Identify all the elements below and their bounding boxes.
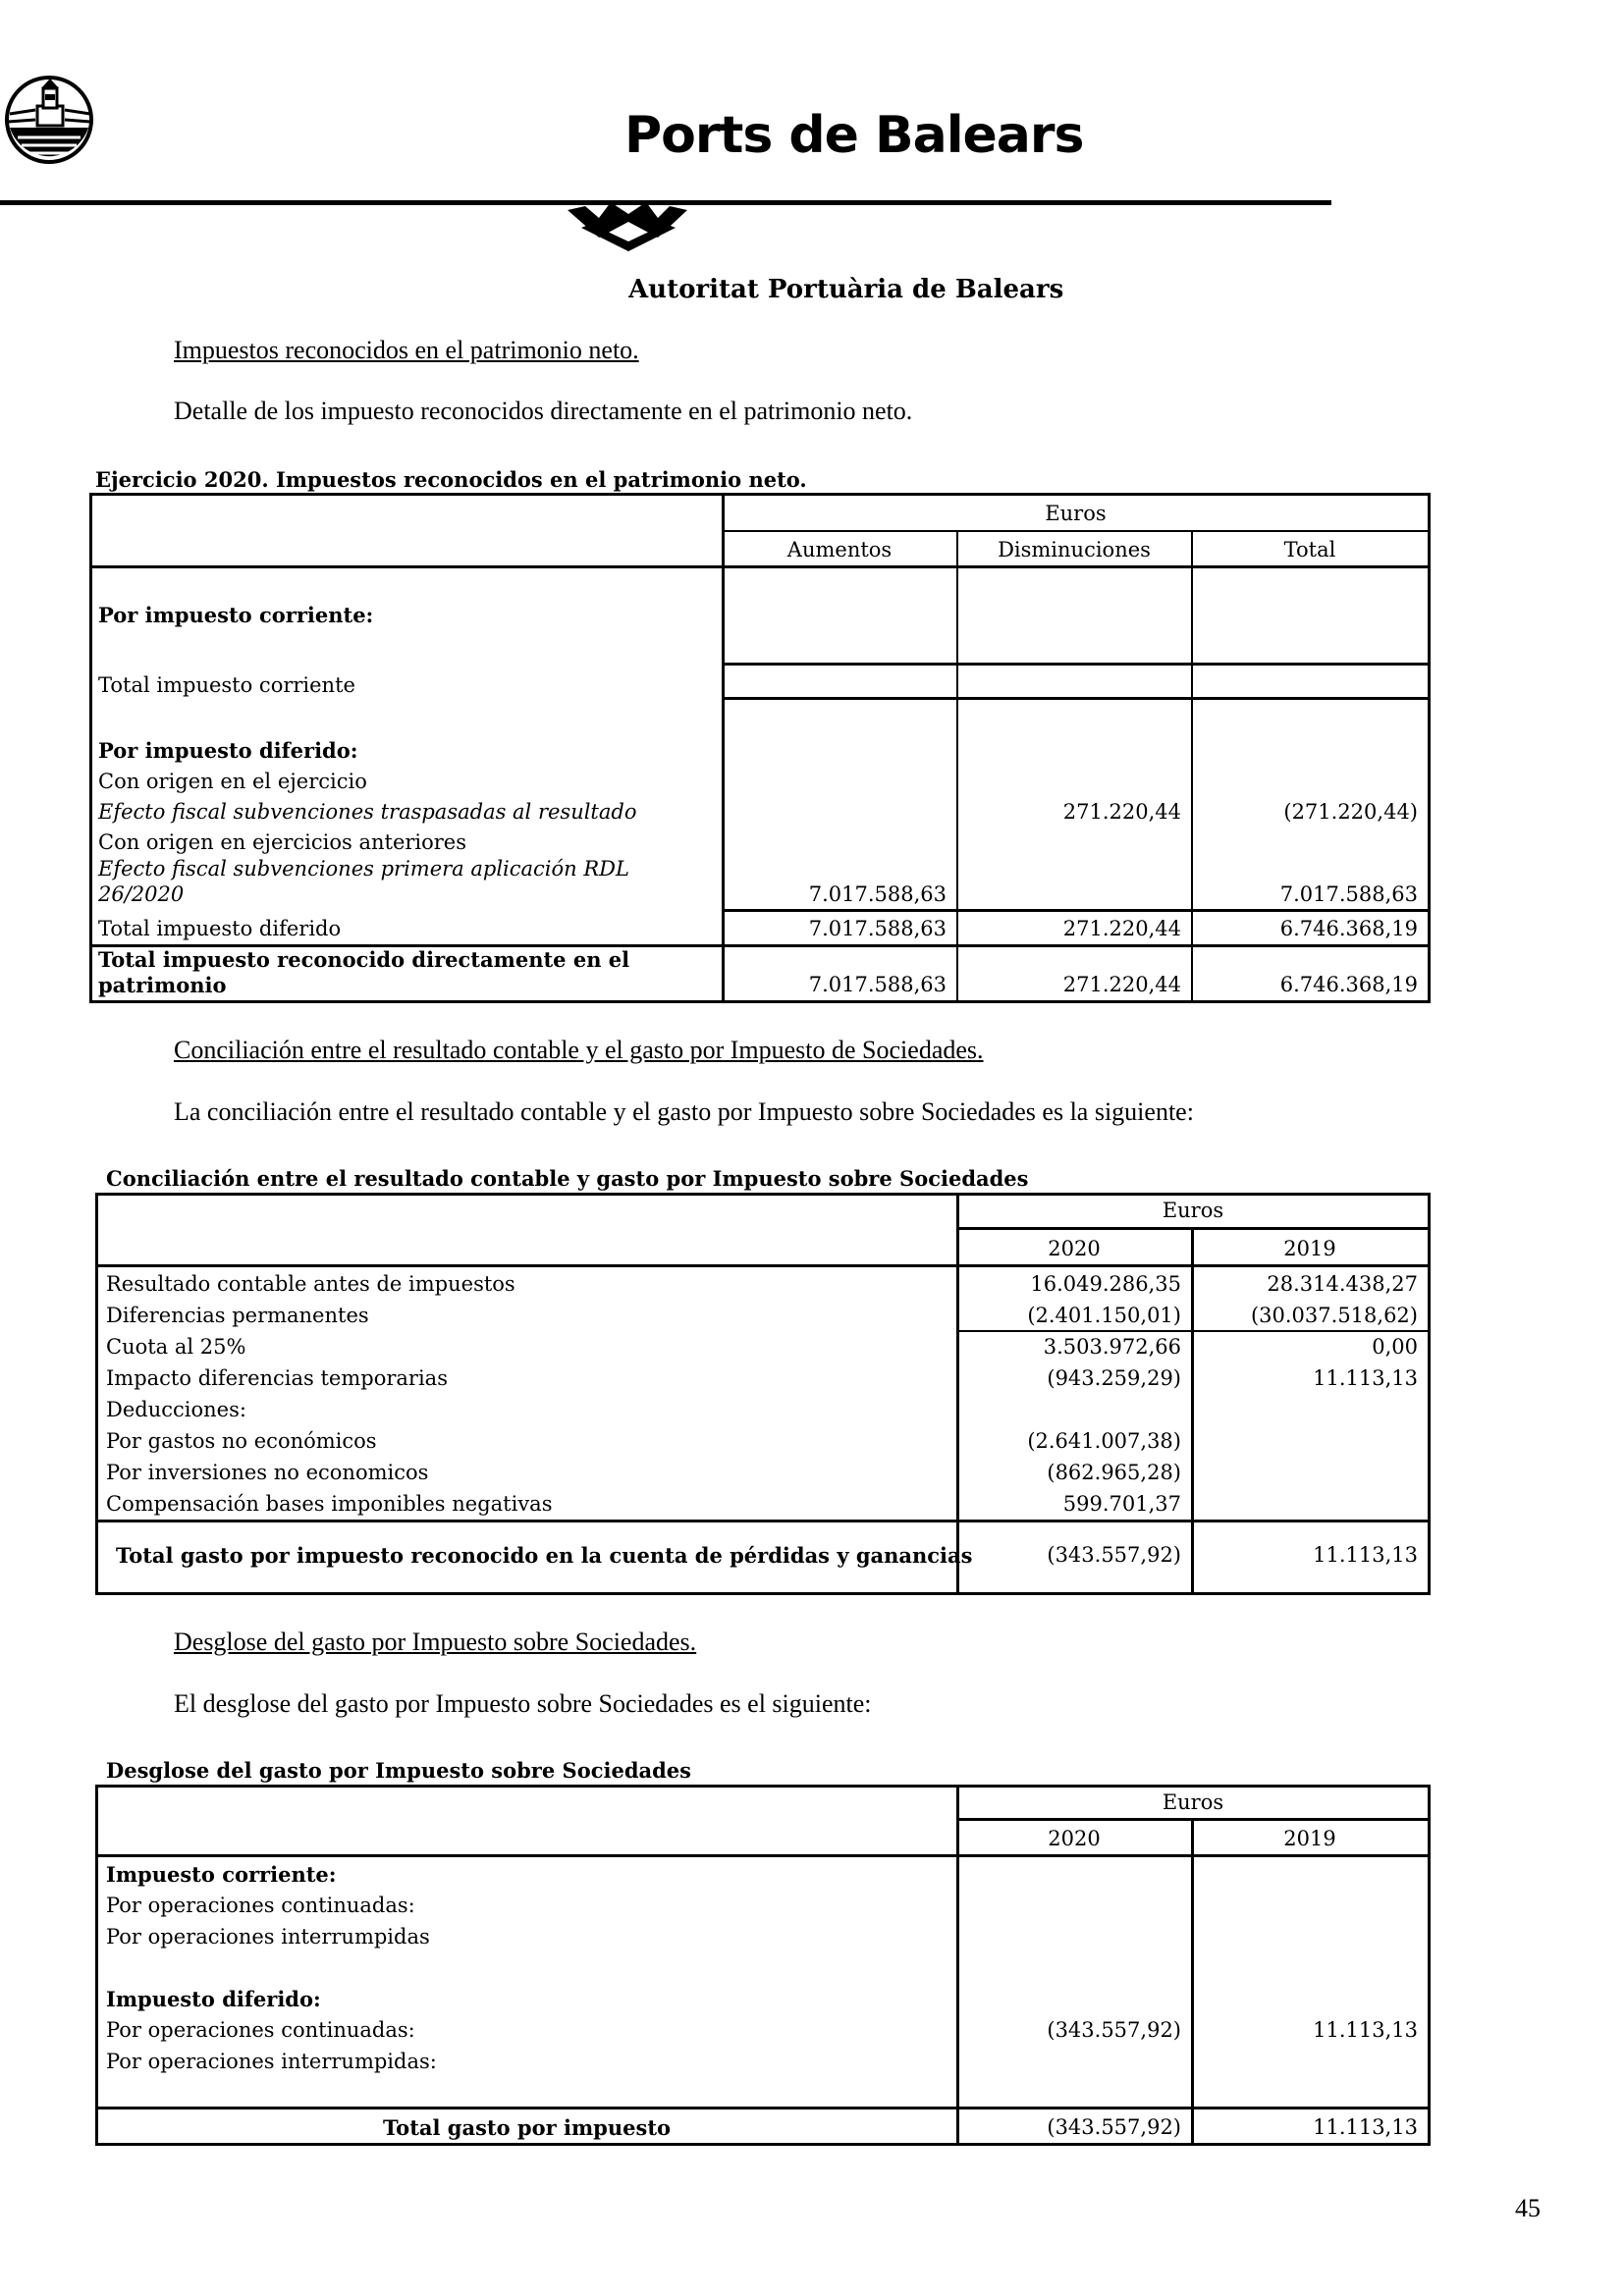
table1-row-label: Total impuesto corriente: [98, 673, 355, 697]
table2-row-label: Diferencias permanentes: [106, 1304, 369, 1327]
section1-heading: Impuestos reconocidos en el patrimonio neto.: [174, 336, 639, 364]
table1-row-label: patrimonio: [98, 973, 227, 997]
table2-cell: 11.113,13: [1313, 1366, 1418, 1390]
table1-row-divider: [723, 697, 1429, 700]
table1-cell: 6.746.368,19: [1279, 917, 1418, 940]
table2-cell: 28.314.438,27: [1267, 1272, 1418, 1296]
table2-row-label: Por inversiones no economicos: [106, 1461, 429, 1484]
table2-caption: Conciliación entre el resultado contable y gasto por Impuesto sobre Sociedades: [106, 1166, 1029, 1191]
table1-cell: 7.017.588,63: [808, 882, 947, 906]
table3-col-2019: 2019: [1283, 1827, 1336, 1850]
table1-row-label: Con origen en el ejercicio: [98, 770, 367, 793]
table1-row-label: Por impuesto diferido:: [98, 738, 358, 763]
table2-cell: (943.259,29): [1047, 1366, 1181, 1390]
table3-total-2019: 11.113,13: [1313, 2115, 1418, 2139]
table2-row-label: Impacto diferencias temporarias: [106, 1366, 448, 1390]
table1-cell: 7.017.588,63: [808, 973, 947, 996]
table3-total-label: Total gasto por impuesto: [382, 2115, 672, 2140]
lighthouse-logo-icon: [0, 71, 98, 169]
table2-total-2020: (343.557,92): [1047, 1543, 1181, 1567]
table3-row-label: Por operaciones continuadas:: [106, 2018, 415, 2042]
table1-row-divider: [723, 663, 1429, 666]
table2-cell: (2.641.007,38): [1027, 1429, 1181, 1453]
section3-heading: Desglose del gasto por Impuesto sobre Sociedades.: [174, 1628, 697, 1656]
table3-row-label: Impuesto diferido:: [106, 1987, 321, 2011]
table2-header-bottom: [97, 1264, 1429, 1267]
table2-row-label: Cuota al 25%: [106, 1335, 246, 1359]
table3-cell: 11.113,13: [1313, 2018, 1418, 2042]
table1-header-bottom: [91, 565, 1429, 568]
table1-col-total: Total: [1283, 538, 1336, 561]
table2-row-label: Por gastos no económicos: [106, 1429, 377, 1453]
table2-cell: (2.401.150,01): [1027, 1304, 1181, 1327]
table1-col-aumentos: Aumentos: [786, 538, 893, 561]
table1-cell: 271.220,44: [1062, 973, 1181, 996]
table3-currency: Euros: [1162, 1790, 1224, 1814]
table1-row-label: Con origen en ejercicios anteriores: [98, 830, 467, 854]
table3-row-label: Por operaciones interrumpidas: [106, 1925, 430, 1949]
table1-currency: Euros: [1045, 502, 1107, 525]
table1-cell: 271.220,44: [1062, 800, 1181, 824]
table2-cell: 16.049.286,35: [1030, 1272, 1181, 1296]
brand-title: Ports de Balears: [624, 106, 1084, 165]
table1-row-label: Efecto fiscal subvenciones traspasadas al resultado: [98, 800, 637, 824]
page-number: 45: [1515, 2194, 1541, 2222]
table2-currency: Euros: [1162, 1199, 1224, 1222]
table2-cell: 3.503.972,66: [1043, 1335, 1181, 1359]
table2-col-2019: 2019: [1283, 1237, 1336, 1260]
table3-total-2020: (343.557,92): [1047, 2115, 1181, 2139]
table3-caption: Desglose del gasto por Impuesto sobre Sociedades: [106, 1758, 691, 1783]
table2-row-divider: [957, 1330, 1429, 1332]
table1-cell: 6.746.368,19: [1279, 973, 1418, 996]
table1-cell: 7.017.588,63: [1279, 882, 1418, 906]
table2-col-2020: 2020: [1048, 1237, 1101, 1260]
table2-row-label: Resultado contable antes de impuestos: [106, 1272, 515, 1296]
table3-col-2020: 2020: [1048, 1827, 1101, 1850]
table3-header-bottom: [97, 1854, 1429, 1857]
table1-cell: 271.220,44: [1062, 917, 1181, 940]
table1-col-disminuciones: Disminuciones: [998, 538, 1151, 561]
table2-cell: 0,00: [1372, 1335, 1418, 1359]
table3-cell: (343.557,92): [1047, 2018, 1181, 2042]
table2-total-2019: 11.113,13: [1313, 1543, 1418, 1567]
table1-cell: (271.220,44): [1283, 800, 1418, 824]
section2-intro: La conciliación entre el resultado contable y el gasto por Impuesto sobre Sociedades es la siguiente:: [174, 1097, 1194, 1126]
table1-row-divider: [723, 909, 1429, 912]
table3-total-divider: [97, 2107, 1429, 2109]
table1-row-label: Total impuesto diferido: [98, 917, 342, 940]
table2-row-label: Compensación bases imponibles negativas: [106, 1492, 553, 1516]
table3-row-label: Por operaciones continuadas:: [106, 1894, 415, 1917]
table1-row-label: Por impuesto corriente:: [98, 603, 374, 627]
table1-header-divider: [722, 530, 1429, 532]
section3-intro: El desglose del gasto por Impuesto sobre Sociedades es el siguiente:: [174, 1689, 872, 1718]
brand-subtitle: Autoritat Portuària de Balears: [628, 277, 1064, 302]
table3-col-divider: [1191, 1819, 1194, 2145]
table1-row-label: 26/2020: [98, 882, 185, 906]
table2-total-divider: [97, 1520, 1429, 1522]
table2-cell: (30.037.518,62): [1250, 1304, 1418, 1327]
table1-row-label: Total impuesto reconocido directamente en el: [98, 947, 630, 972]
table1-caption: Ejercicio 2020. Impuestos reconocidos en el patrimonio neto.: [95, 467, 807, 492]
table3-row-label: Impuesto corriente:: [106, 1862, 337, 1887]
table1-row-label: Efecto fiscal subvenciones primera aplicación RDL: [98, 857, 629, 881]
brand-emblem-icon: [568, 192, 689, 253]
table1-cell: 7.017.588,63: [808, 917, 947, 940]
section1-intro: Detalle de los impuesto reconocidos directamente en el patrimonio neto.: [174, 397, 913, 425]
section2-heading: Conciliación entre el resultado contable y el gasto por Impuesto de Sociedades.: [174, 1036, 984, 1064]
table2-cell: (862.965,28): [1047, 1461, 1181, 1484]
table3-row-label: Por operaciones interrumpidas:: [106, 2050, 437, 2073]
table2-row-label: Deducciones:: [106, 1398, 246, 1421]
table2-cell: 599.701,37: [1062, 1492, 1181, 1516]
table2-total-label: Total gasto por impuesto reconocido en la cuenta de pérdidas y ganancias: [116, 1543, 973, 1568]
